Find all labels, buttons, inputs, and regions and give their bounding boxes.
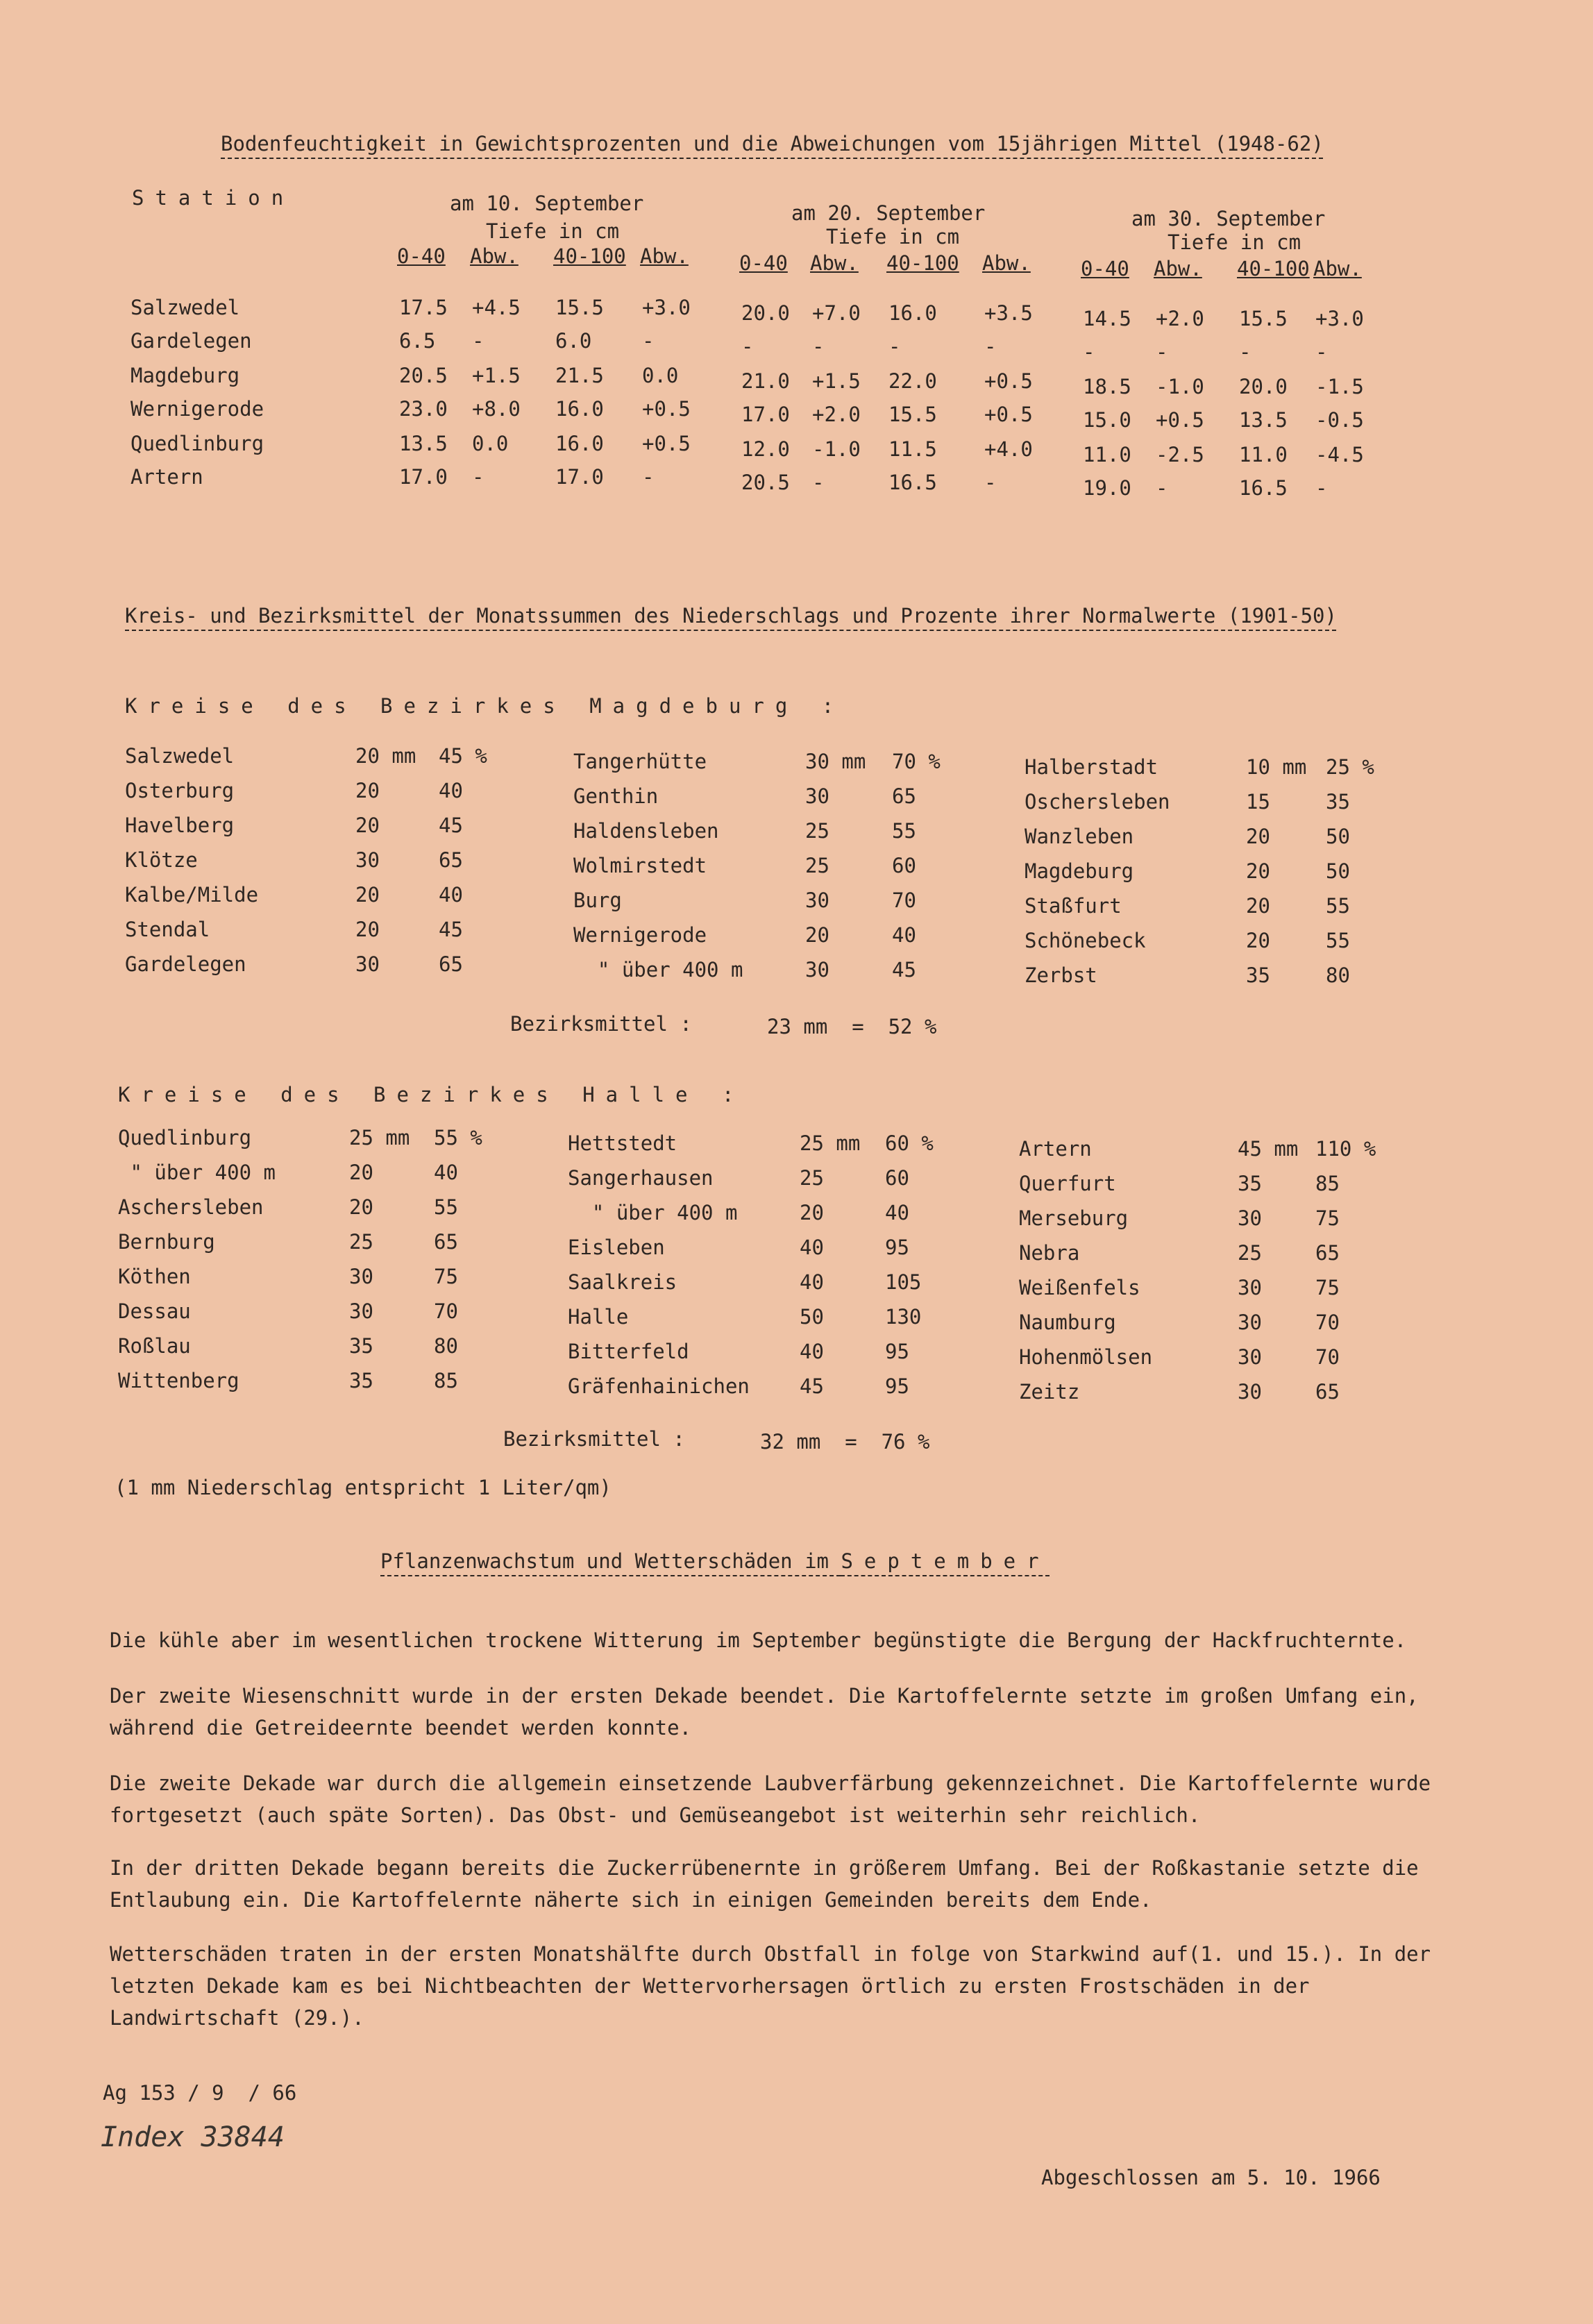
soil-cell: +0.5 (642, 397, 691, 421)
magdeburg-mean-value: 23 mm = 52 % (767, 1015, 937, 1038)
district-name: Wittenberg (118, 1369, 239, 1392)
district-mm: 20 (1246, 825, 1270, 848)
soil-cell: 20.5 (399, 364, 448, 387)
soil-col-2-2: Abw. (810, 251, 859, 275)
district-name: Halberstadt (1025, 755, 1158, 779)
district-pct: 70 (1315, 1345, 1340, 1369)
district-name: Halle (568, 1305, 629, 1329)
soil-cell: 13.5 (399, 432, 448, 455)
soil-cell: +3.0 (642, 296, 691, 319)
soil-cell: +4.0 (984, 437, 1033, 461)
soil-cell: 19.0 (1083, 476, 1131, 500)
district-mm: 35 (1246, 963, 1270, 987)
district-mm: 30 (355, 952, 380, 976)
soil-cell: +2.0 (1156, 307, 1204, 330)
district-pct: 40 (439, 883, 463, 907)
date-header-1: am 10. September (450, 192, 644, 215)
district-name: Hettstedt (568, 1131, 677, 1155)
district-name: Havelberg (125, 814, 235, 837)
paragraph-4: In der dritten Dekade begann bereits die Zuckerrübenernte in größerem Umfang. Bei der Roßkastanie setzte die Entlaubung ein. Die Kartoffelernte näherte sich in einigen Gemeinden bereits dem Ende. (110, 1856, 1419, 1912)
district-pct: 25 % (1326, 755, 1374, 779)
soil-cell: 20.5 (741, 471, 790, 494)
soil-cell: - (472, 465, 484, 489)
plants-title-main: Pflanzenwachstum und Wetterschäden im (380, 1549, 841, 1573)
district-mm: 20 (355, 779, 380, 802)
soil-cell: 20.0 (1239, 375, 1288, 398)
magdeburg-heading: Kreise des Bezirkes Magdeburg : (125, 694, 845, 718)
index-number: Index 33844 (101, 2121, 285, 2153)
district-pct: 55 % (434, 1126, 482, 1150)
district-name: Sangerhausen (568, 1166, 714, 1190)
district-name: Hohenmölsen (1019, 1345, 1153, 1369)
soil-cell: -1.5 (1315, 375, 1364, 398)
district-mm: 30 (349, 1299, 373, 1323)
district-name: Oschersleben (1025, 790, 1170, 814)
soil-cell: +0.5 (642, 432, 691, 455)
soil-col-3-1: 0-40 (1081, 257, 1129, 280)
halle-heading: Kreise des Bezirkes Halle : (118, 1083, 745, 1106)
district-pct: 70 % (892, 750, 941, 773)
soil-cell: 15.5 (555, 296, 604, 319)
soil-cell: - (642, 465, 655, 489)
magdeburg-mean-label: Bezirksmittel : (510, 1012, 692, 1036)
district-name: Wolmirstedt (573, 854, 707, 877)
date-header-2: am 20. September (791, 201, 986, 225)
district-mm: 40 (800, 1236, 824, 1259)
soil-cell: -2.5 (1156, 443, 1204, 466)
district-mm: 40 (800, 1270, 824, 1294)
district-name: Wernigerode (573, 923, 707, 947)
soil-cell: 18.5 (1083, 375, 1131, 398)
soil-cell: - (1156, 340, 1168, 364)
district-name: Weißenfels (1019, 1276, 1140, 1299)
reference-number: Ag 153 / 9 / 66 (103, 2081, 297, 2105)
district-mm: 45 mm (1238, 1137, 1299, 1161)
district-mm: 30 (1238, 1380, 1262, 1404)
district-mm: 30 (1238, 1345, 1262, 1369)
district-name: Kalbe/Milde (125, 883, 259, 907)
district-mm: 20 (349, 1195, 373, 1219)
soil-cell: 23.0 (399, 397, 448, 421)
paragraph-1: Die kühle aber im wesentlichen trockene Witterung im September begünstigte die Bergung der Hackfruchternte. (110, 1628, 1407, 1652)
soil-cell: +2.0 (812, 403, 861, 426)
soil-station-name: Gardelegen (130, 329, 252, 353)
district-mm: 50 (800, 1305, 824, 1329)
district-pct: 65 (439, 952, 463, 976)
soil-cell: 16.0 (888, 301, 937, 325)
soil-cell: - (741, 335, 754, 358)
district-mm: 20 mm (355, 744, 416, 768)
soil-cell: +1.5 (812, 369, 861, 393)
district-name: Eisleben (568, 1236, 665, 1259)
soil-cell: 17.0 (399, 465, 448, 489)
halle-mean-label: Bezirksmittel : (503, 1427, 685, 1451)
paragraph-3: Die zweite Dekade war durch die allgemein einsetzende Laubverfärbung gekennzeichnet. Die Kartoffelernte wurde fortgesetzt (auch späte Sorten). Das Obst- und Gemüseangebot ist weiterhin sehr reichlich. (110, 1771, 1431, 1827)
district-pct: 65 (439, 848, 463, 872)
soil-cell: -4.5 (1315, 443, 1364, 466)
district-mm: 20 (355, 918, 380, 941)
depth-label-2: Tiefe in cm (826, 225, 960, 249)
soil-cell: 15.5 (1239, 307, 1288, 330)
district-mm: 20 (355, 814, 380, 837)
district-name: Magdeburg (1025, 859, 1134, 883)
soil-cell: 22.0 (888, 369, 937, 393)
district-mm: 25 (349, 1230, 373, 1254)
district-name: Querfurt (1019, 1172, 1116, 1195)
district-name: Schönebeck (1025, 929, 1146, 952)
district-pct: 50 (1326, 859, 1350, 883)
district-pct: 40 (885, 1201, 909, 1224)
soil-cell: +1.5 (472, 364, 521, 387)
district-mm: 25 (1238, 1241, 1262, 1265)
district-mm: 25 (800, 1166, 824, 1190)
soil-cell: 11.0 (1239, 443, 1288, 466)
soil-cell: 11.0 (1083, 443, 1131, 466)
district-mm: 30 (805, 889, 829, 912)
soil-cell: 6.0 (555, 329, 592, 353)
plants-title (380, 1549, 1050, 1573)
soil-cell: +8.0 (472, 397, 521, 421)
soil-cell: 15.0 (1083, 408, 1131, 432)
district-mm: 30 (349, 1265, 373, 1288)
soil-station-name: Salzwedel (130, 296, 240, 319)
soil-cell: +0.5 (984, 403, 1033, 426)
district-pct: 75 (1315, 1206, 1340, 1230)
district-mm: 10 mm (1246, 755, 1307, 779)
district-pct: 95 (885, 1236, 909, 1259)
district-pct: 75 (434, 1265, 458, 1288)
soil-col-1-4: Abw. (640, 244, 689, 268)
soil-cell: 12.0 (741, 437, 790, 461)
soil-col-3-4: Abw. (1313, 257, 1362, 280)
soil-cell: 11.5 (888, 437, 937, 461)
district-mm: 20 (1246, 929, 1270, 952)
soil-cell: +0.5 (1156, 408, 1204, 432)
soil-cell: - (642, 329, 655, 353)
soil-col-1-3: 40-100 (553, 244, 626, 268)
soil-cell: 14.5 (1083, 307, 1131, 330)
district-mm: 35 (1238, 1172, 1262, 1195)
soil-cell: 16.0 (555, 432, 604, 455)
district-name: Staßfurt (1025, 894, 1122, 918)
plants-title-month: September (841, 1549, 1050, 1573)
soil-cell: 13.5 (1239, 408, 1288, 432)
district-mm: 45 (800, 1374, 824, 1398)
soil-cell: 6.5 (399, 329, 436, 353)
district-pct: 95 (885, 1374, 909, 1398)
district-pct: 45 (439, 918, 463, 941)
district-pct: 85 (434, 1369, 458, 1392)
district-name: Quedlinburg (118, 1126, 252, 1150)
district-pct: 45 (439, 814, 463, 837)
district-pct: 65 (1315, 1241, 1340, 1265)
district-mm: 30 (1238, 1206, 1262, 1230)
soil-cell: - (1156, 476, 1168, 500)
district-mm: 20 (355, 883, 380, 907)
district-pct: 55 (434, 1195, 458, 1219)
district-mm: 35 (349, 1334, 373, 1358)
district-pct: 40 (434, 1161, 458, 1184)
district-pct: 70 (892, 889, 916, 912)
district-pct: 60 (885, 1166, 909, 1190)
soil-cell: +3.0 (1315, 307, 1364, 330)
district-name: Bitterfeld (568, 1340, 689, 1363)
district-mm: 35 (349, 1369, 373, 1392)
soil-cell: - (1239, 340, 1251, 364)
district-name: Merseburg (1019, 1206, 1129, 1230)
district-pct: 65 (892, 784, 916, 808)
soil-cell: 17.0 (741, 403, 790, 426)
district-pct: 50 (1326, 825, 1350, 848)
district-name: Zeitz (1019, 1380, 1080, 1404)
district-name: Salzwedel (125, 744, 235, 768)
district-name: Aschersleben (118, 1195, 264, 1219)
district-pct: 45 (892, 958, 916, 982)
district-mm: 25 (805, 819, 829, 843)
soil-cell: - (1083, 340, 1095, 364)
soil-cell: -0.5 (1315, 408, 1364, 432)
district-mm: 30 (355, 848, 380, 872)
district-pct: 105 (885, 1270, 922, 1294)
district-pct: 55 (1326, 894, 1350, 918)
district-pct: 80 (1326, 963, 1350, 987)
district-name: Gräfenhainichen (568, 1374, 750, 1398)
soil-cell: 20.0 (741, 301, 790, 325)
depth-label-3: Tiefe in cm (1168, 230, 1301, 254)
soil-title: Bodenfeuchtigkeit in Gewichtsprozenten und die Abweichungen vom 15jährigen Mittel (1948-62) (221, 132, 1324, 155)
halle-mean-value: 32 mm = 76 % (760, 1430, 930, 1454)
soil-cell: 0.0 (472, 432, 509, 455)
district-name: Gardelegen (125, 952, 246, 976)
soil-cell: 0.0 (642, 364, 679, 387)
closing-date: Abgeschlossen am 5. 10. 1966 (1041, 2166, 1381, 2189)
district-pct: 35 (1326, 790, 1350, 814)
district-mm: 20 (1246, 894, 1270, 918)
district-pct: 85 (1315, 1172, 1340, 1195)
soil-col-2-4: Abw. (982, 251, 1031, 275)
district-mm: 30 mm (805, 750, 866, 773)
district-pct: 80 (434, 1334, 458, 1358)
soil-station-name: Magdeburg (130, 364, 240, 387)
soil-cell: -1.0 (812, 437, 861, 461)
district-name: Naumburg (1019, 1311, 1116, 1334)
district-pct: 70 (434, 1299, 458, 1323)
district-name: Roßlau (118, 1334, 191, 1358)
district-pct: 45 % (439, 744, 487, 768)
paragraph-2: Der zweite Wiesenschnitt wurde in der ersten Dekade beendet. Die Kartoffelernte setzte im großen Umfang ein, während die Getreideernte beendet werden konnte. (110, 1684, 1419, 1740)
district-name: Zerbst (1025, 963, 1097, 987)
district-mm: 30 (1238, 1276, 1262, 1299)
district-mm: 20 (800, 1201, 824, 1224)
soil-cell: - (472, 329, 484, 353)
district-name: Tangerhütte (573, 750, 707, 773)
district-pct: 40 (892, 923, 916, 947)
district-pct: 60 (892, 854, 916, 877)
district-pct: 55 (892, 819, 916, 843)
soil-cell: 17.5 (399, 296, 448, 319)
district-name: Wanzleben (1025, 825, 1134, 848)
soil-cell: - (1315, 476, 1328, 500)
soil-cell: +7.0 (812, 301, 861, 325)
soil-cell: -1.0 (1156, 375, 1204, 398)
soil-cell: 15.5 (888, 403, 937, 426)
district-mm: 25 mm (349, 1126, 410, 1150)
district-pct: 55 (1326, 929, 1350, 952)
soil-cell: 16.5 (1239, 476, 1288, 500)
soil-cell: 21.0 (741, 369, 790, 393)
precip-note: (1 mm Niederschlag entspricht 1 Liter/qm) (115, 1476, 612, 1499)
soil-cell: +3.5 (984, 301, 1033, 325)
soil-station-name: Quedlinburg (130, 432, 264, 455)
soil-cell: +4.5 (472, 296, 521, 319)
district-mm: 30 (1238, 1311, 1262, 1334)
district-mm: 20 (805, 923, 829, 947)
soil-cell: - (984, 471, 997, 494)
district-mm: 20 (1246, 859, 1270, 883)
district-name: " über 400 m (118, 1161, 276, 1184)
soil-cell: 17.0 (555, 465, 604, 489)
soil-col-3-3: 40-100 (1237, 257, 1310, 280)
soil-col-2-1: 0-40 (739, 251, 788, 275)
district-name: Nebra (1019, 1241, 1080, 1265)
district-name: Burg (573, 889, 622, 912)
district-pct: 110 % (1315, 1137, 1376, 1161)
district-pct: 65 (434, 1230, 458, 1254)
precip-title: Kreis- und Bezirksmittel der Monatssummen des Niederschlags und Prozente ihrer Normalwerte (1901-50) (125, 604, 1337, 628)
district-name: Stendal (125, 918, 210, 941)
district-name: Osterburg (125, 779, 235, 802)
district-mm: 25 (805, 854, 829, 877)
district-name: Köthen (118, 1265, 191, 1288)
district-name: Dessau (118, 1299, 191, 1323)
soil-station-name: Wernigerode (130, 397, 264, 421)
soil-cell: 21.5 (555, 364, 604, 387)
soil-cell: 16.5 (888, 471, 937, 494)
soil-cell: - (888, 335, 901, 358)
district-name: " über 400 m (573, 958, 743, 982)
district-mm: 20 (349, 1161, 373, 1184)
district-name: " über 400 m (568, 1201, 738, 1224)
district-mm: 30 (805, 784, 829, 808)
soil-col-2-3: 40-100 (886, 251, 959, 275)
station-header: Station (132, 186, 295, 210)
soil-station-name: Artern (130, 465, 203, 489)
soil-cell: - (1315, 340, 1328, 364)
district-pct: 60 % (885, 1131, 934, 1155)
soil-cell: - (812, 471, 825, 494)
district-name: Artern (1019, 1137, 1092, 1161)
depth-label-1: Tiefe in cm (486, 219, 620, 243)
soil-col-3-2: Abw. (1154, 257, 1202, 280)
soil-cell: - (812, 335, 825, 358)
district-mm: 25 mm (800, 1131, 861, 1155)
district-pct: 130 (885, 1305, 922, 1329)
district-name: Klötze (125, 848, 198, 872)
district-pct: 40 (439, 779, 463, 802)
district-mm: 30 (805, 958, 829, 982)
soil-col-1-2: Abw. (470, 244, 519, 268)
district-mm: 40 (800, 1340, 824, 1363)
district-name: Bernburg (118, 1230, 215, 1254)
district-pct: 75 (1315, 1276, 1340, 1299)
district-name: Haldensleben (573, 819, 719, 843)
paragraph-5: Wetterschäden traten in der ersten Monatshälfte durch Obstfall in folge von Starkwind auf(1. und 15.). In der letzten Dekade kam es bei Nichtbeachten der Wettervorhersagen örtlich zu ersten Frostschäden in der Landwirtschaft (29.). (110, 1942, 1431, 2030)
district-pct: 95 (885, 1340, 909, 1363)
district-mm: 15 (1246, 790, 1270, 814)
district-name: Saalkreis (568, 1270, 677, 1294)
soil-cell: - (984, 335, 997, 358)
district-pct: 65 (1315, 1380, 1340, 1404)
date-header-3: am 30. September (1131, 207, 1326, 230)
soil-cell: 16.0 (555, 397, 604, 421)
district-name: Genthin (573, 784, 659, 808)
district-pct: 70 (1315, 1311, 1340, 1334)
soil-cell: +0.5 (984, 369, 1033, 393)
soil-col-1-1: 0-40 (397, 244, 446, 268)
